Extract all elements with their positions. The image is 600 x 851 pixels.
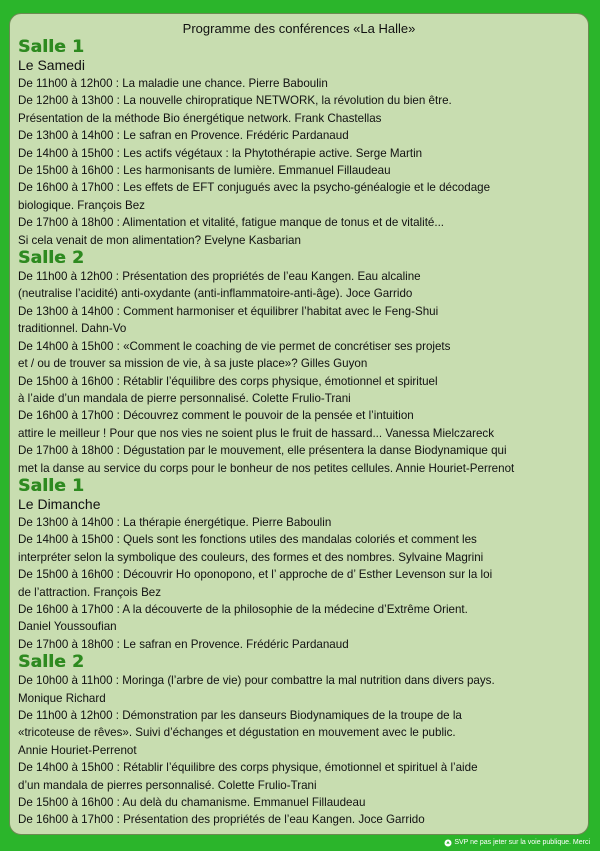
schedule-line: de l’attraction. François Bez xyxy=(18,585,162,599)
schedule-line: à l’aide d’un mandala de pierre personnalisé. Colette Frulio-Trani xyxy=(18,391,351,405)
schedule-line: De 14h00 à 15h00 : Rétablir l’équilibre des corps physique, émotionnel et spirituel à l’aide xyxy=(18,761,478,775)
schedule-list xyxy=(18,672,580,829)
recycle-icon xyxy=(444,839,452,847)
schedule-line: met la danse au service du corps pour le bonheur de nos petites cellules. Annie Houriet-Perrenot xyxy=(18,461,515,475)
schedule-line: De 17h00 à 18h00 : Dégustation par le mouvement, elle présentera la danse Biodynamique qui xyxy=(18,444,507,458)
section-4 xyxy=(18,653,580,829)
day-heading: Le Dimanche xyxy=(18,495,101,512)
section-3 xyxy=(18,477,580,653)
schedule-line: De 16h00 à 17h00 : Les effets de EFT conjugués avec la psycho-généalogie et le décodage xyxy=(18,181,491,195)
schedule-line: De 13h00 à 14h00 : Comment harmoniser et équilibrer l’habitat avec le Feng-Shui xyxy=(18,304,439,318)
schedule-line: «tricoteuse de rêves». Suivi d’échanges et dégustation en mouvement avec le public. xyxy=(18,726,456,740)
page-title: Programme des conférences «La Halle» xyxy=(182,21,416,36)
schedule-line: De 15h00 à 16h00 : Rétablir l’équilibre des corps physique, émotionnel et spirituel xyxy=(18,374,438,388)
schedule-line: Présentation de la méthode Bio énergétique network. Frank Chastellas xyxy=(18,111,382,125)
schedule-list xyxy=(18,514,580,653)
schedule-line: De 16h00 à 17h00 : Découvrez comment le pouvoir de la pensée et l’intuition xyxy=(18,409,414,423)
schedule-list xyxy=(18,75,580,249)
schedule-line: d’un mandala de pierres personnalisé. Colette Frulio-Trani xyxy=(18,778,317,792)
schedule-line: De 17h00 à 18h00 : Le safran en Provence. Frédéric Pardanaud xyxy=(18,637,349,651)
salle-heading: Salle 1 xyxy=(18,37,85,57)
schedule-line: De 17h00 à 18h00 : Alimentation et vitalité, fatigue manque de tonus et de vitalité... xyxy=(18,216,445,230)
salle-heading: Salle 1 xyxy=(18,475,85,496)
schedule-line: Monique Richard xyxy=(18,691,106,705)
schedule-line: interpréter selon la symbolique des couleurs, des formes et des nombres. Sylvaine Magrini xyxy=(18,550,484,564)
schedule-list xyxy=(18,268,580,477)
salle-heading: Salle 2 xyxy=(18,652,85,673)
schedule-line: Annie Houriet-Perrenot xyxy=(18,743,137,757)
schedule-line: De 11h00 à 12h00 : La maladie une chance. Pierre Baboulin xyxy=(18,77,328,90)
schedule-line: De 16h00 à 17h00 : Présentation des propriétés de l’eau Kangen. Joce Garrido xyxy=(18,813,425,827)
schedule-line: De 14h00 à 15h00 : Les actifs végétaux : la Phytothérapie active. Serge Martin xyxy=(18,146,423,160)
schedule-line: De 13h00 à 14h00 : Le safran en Provence. Frédéric Pardanaud xyxy=(18,129,349,143)
schedule-line: De 14h00 à 15h00 : Quels sont les fonctions utiles des mandalas coloriés et comment les xyxy=(18,533,477,547)
schedule-line: et / ou de trouver sa mission de vie, à sa juste place»? Gilles Guyon xyxy=(18,357,368,371)
schedule-line: biologique. François Bez xyxy=(18,198,145,212)
schedule-line: De 16h00 à 17h00 : A la découverte de la philosophie de la médecine d’Extrême Orient. xyxy=(18,602,468,616)
schedule-line: traditionnel. Dahn-Vo xyxy=(18,322,127,336)
schedule-line: De 15h00 à 16h00 : Découvrir Ho oponopono, et l’ approche de d’ Esther Levenson sur la loi xyxy=(18,568,493,582)
schedule-line: Daniel Youssoufian xyxy=(18,620,117,634)
program-panel xyxy=(9,13,589,835)
schedule-line: De 13h00 à 14h00 : La thérapie énergétique. Pierre Baboulin xyxy=(18,515,332,529)
section-1 xyxy=(18,38,580,249)
schedule-line: De 12h00 à 13h00 : La nouvelle chiropratique NETWORK, la révolution du bien être. xyxy=(18,94,452,108)
day-heading: Le Samedi xyxy=(18,57,85,73)
footer-text: SVP ne pas jeter sur la voie publique. Merci xyxy=(454,839,590,846)
schedule-line: De 15h00 à 16h00 : Au delà du chamanisme. Emmanuel Fillaudeau xyxy=(18,796,366,810)
section-2 xyxy=(18,249,580,477)
schedule-line: Si cela venait de mon alimentation? Evelyne Kasbarian xyxy=(18,233,301,247)
schedule-line: De 11h00 à 12h00 : Présentation des propriétés de l’eau Kangen. Eau alcaline xyxy=(18,270,421,284)
schedule-line: De 11h00 à 12h00 : Démonstration par les danseurs Biodynamiques de la troupe de la xyxy=(18,709,462,722)
schedule-line: (neutralise l’acidité) anti-oxydante (anti-inflammatoire-anti-âge). Joce Garrido xyxy=(18,287,413,301)
schedule-line: De 10h00 à 11h00 : Moringa (l’arbre de vie) pour combattre la mal nutrition dans divers pays. xyxy=(18,674,495,688)
salle-heading: Salle 2 xyxy=(18,248,85,269)
schedule-line: De 14h00 à 15h00 : «Comment le coaching de vie permet de concrétiser ses projets xyxy=(18,339,451,353)
sections-container xyxy=(18,38,580,829)
schedule-line: attire le meilleur ! Pour que nos vies ne soient plus le fruit de hassard... Vanessa Mielczareck xyxy=(18,426,495,440)
schedule-line: De 15h00 à 16h00 : Les harmonisants de lumière. Emmanuel Fillaudeau xyxy=(18,164,391,178)
footer-note xyxy=(444,838,590,848)
